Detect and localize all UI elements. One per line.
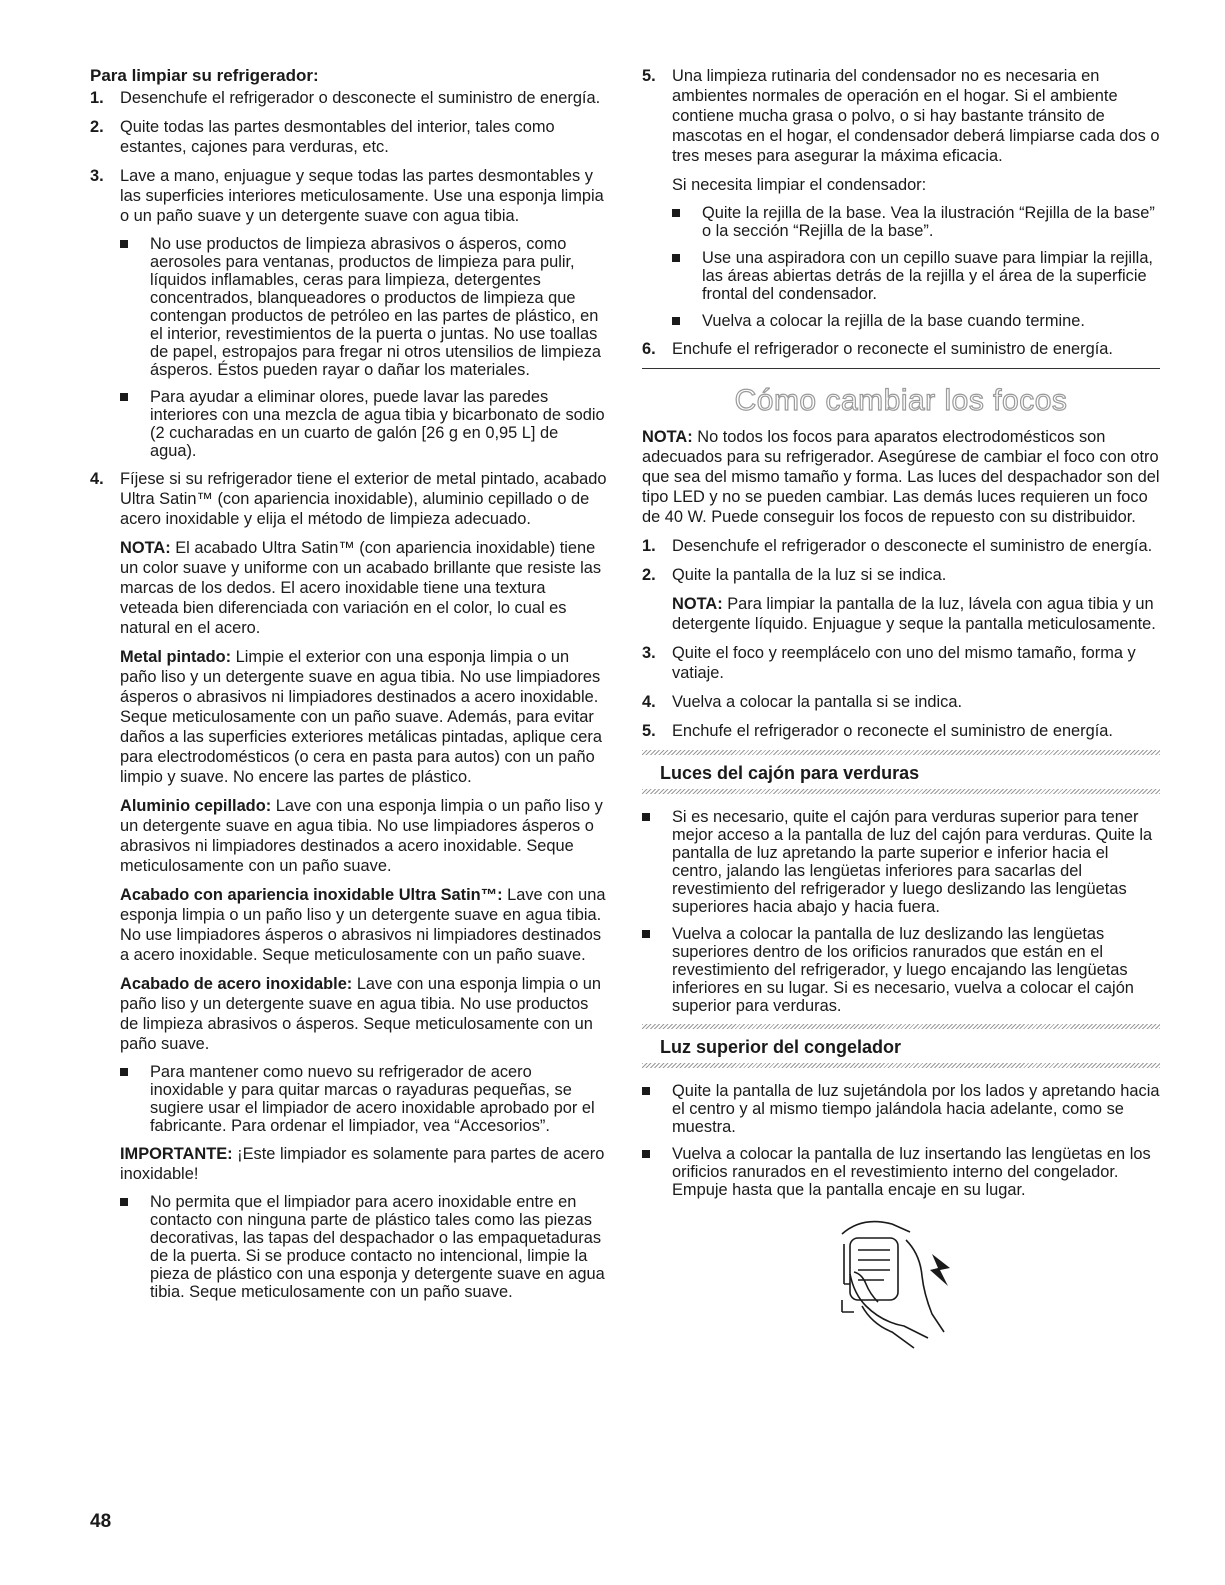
- item-number: 4.: [90, 470, 104, 488]
- nota-paragraph: [120, 538, 608, 638]
- ultra-text: Lave con una esponja limpia o un paño liso y un detergente suave en agua tibia. No use limpiadores ásperos o abrasivos ni limpiadores destinados a acero inoxidable. Seque meticulosamente con un paño suave.: [120, 886, 606, 964]
- bullet-text: No use productos de limpieza abrasivos o ásperos, como aerosoles para ventanas, productos de limpieza para pulir, líquidos inflamables, ceras para limpieza, detergentes concentrados, blanqueadores o productos de limpieza que contengan productos de petróleo en las partes de plástico, en el interior, revestimientos de la puerta o juntas. No use toallas de papel, estropajos para fregar ni otros utensilios de limpieza ásperos. Éstos pueden rayar o dañar los materiales.: [150, 235, 601, 379]
- hatch-divider: [642, 1063, 1160, 1068]
- item-number: 1.: [642, 537, 656, 555]
- nota-label: NOTA:: [642, 428, 693, 446]
- nota-label: NOTA:: [672, 595, 723, 613]
- cleaning-heading: Para limpiar su refrigerador:: [90, 66, 319, 85]
- list-item: [90, 469, 608, 1301]
- item-number: 2.: [642, 566, 656, 584]
- nota-label: NOTA:: [120, 539, 171, 557]
- list-item: [642, 643, 1160, 683]
- list-item: [642, 721, 1160, 741]
- list-item: [90, 88, 608, 108]
- subsection-header: [642, 1024, 1160, 1068]
- hatch-divider: [642, 789, 1160, 794]
- bullet-text: Vuelva a colocar la rejilla de la base cuando termine.: [702, 312, 1085, 330]
- bullet-square-icon: [642, 930, 650, 938]
- freezer-light-illustration: [832, 1214, 982, 1349]
- bullet-item: [642, 1082, 1160, 1136]
- item-text: Una limpieza rutinaria del condensador no es necesaria en ambientes normales de operación en el hogar. Si el ambiente contiene mucha grasa o polvo, o si hay bastante tránsito de mascotas en el hogar, el condensador deberá limpiarse cada dos o tres meses para asegurar la máxima eficacia.: [672, 67, 1160, 165]
- item-text: Vuelva a colocar la pantalla si se indica.: [672, 693, 963, 711]
- bullet-square-icon: [120, 1198, 128, 1206]
- bullet-item: [642, 925, 1160, 1015]
- bullet-square-icon: [120, 393, 128, 401]
- item-text: Desenchufe el refrigerador o desconecte el suministro de energía.: [672, 537, 1153, 555]
- item-number: 5.: [642, 67, 656, 85]
- list-item: [90, 117, 608, 157]
- item-text: Desenchufe el refrigerador o desconecte el suministro de energía.: [120, 89, 601, 107]
- bullet-square-icon: [672, 317, 680, 325]
- nota-text: Para limpiar la pantalla de la luz, lávela con agua tibia y un detergente líquido. Enjuague y seque la pantalla meticulosamente.: [672, 595, 1156, 633]
- subsection-title: Luces del cajón para verduras: [660, 763, 920, 783]
- bullet-text: No permita que el limpiador para acero inoxidable entre en contacto con ninguna parte de plástico tales como las piezas decorativas, las tapas del despachador o las empaquetaduras de la puerta. Si se produce contacto no intencional, limpie la pieza de plástico con una esponja y detergente suave en agua tibia. Seque meticulosamente con un paño suave.: [150, 1193, 605, 1301]
- bullet-square-icon: [642, 1150, 650, 1158]
- list-item: [642, 66, 1160, 330]
- bullet-text: Para ayudar a eliminar olores, puede lavar las paredes interiores con una mezcla de agua tibia y bicarbonato de sodio (2 cucharadas en un cuarto de galón [26 g en 0,95 L] de agua).: [150, 388, 605, 460]
- list-item: [90, 166, 608, 460]
- bullet-item: [672, 204, 1160, 240]
- bullet-text: Quite la rejilla de la base. Vea la ilustración “Rejilla de la base” o la sección “Rejilla de la base”.: [702, 204, 1155, 240]
- bullet-text: Para mantener como nuevo su refrigerador de acero inoxidable y para quitar marcas o rayaduras pequeñas, se sugiere usar el limpiador de acero inoxidable aprobado por el fabricante. Para ordenar el limpiador, vea “Accesorios”.: [150, 1063, 595, 1135]
- bullet-square-icon: [672, 209, 680, 217]
- bullet-square-icon: [120, 1068, 128, 1076]
- item-number: 5.: [642, 722, 656, 740]
- item-text: Enchufe el refrigerador o reconecte el suministro de energía.: [672, 340, 1113, 358]
- item-text: Lave a mano, enjuague y seque todas las partes desmontables y las superficies interiores meticulosamente. Use una esponja limpia o un paño suave y un detergente suave con agua tibia.: [120, 167, 604, 225]
- item-number: 3.: [90, 167, 104, 185]
- list-item: [642, 692, 1160, 712]
- bullet-square-icon: [672, 254, 680, 262]
- importante-text: ¡Este limpiador es solamente para partes de acero inoxidable!: [120, 1145, 605, 1183]
- bullet-item: [672, 249, 1160, 303]
- importante-label: IMPORTANTE:: [120, 1145, 233, 1163]
- bullet-item: [672, 312, 1160, 330]
- item-text: Quite la pantalla de la luz si se indica.: [672, 566, 947, 584]
- list-item: [642, 536, 1160, 556]
- item-text: Quite todas las partes desmontables del interior, tales como estantes, cajones para verduras, etc.: [120, 118, 555, 156]
- aluminio-paragraph: [120, 796, 608, 876]
- item-number: 4.: [642, 693, 656, 711]
- bullet-item: [120, 388, 608, 460]
- bullet-item: [642, 808, 1160, 916]
- subsection-title: Luz superior del congelador: [660, 1037, 902, 1057]
- aluminio-label: Aluminio cepillado:: [120, 797, 272, 815]
- metal-pintado-paragraph: [120, 647, 608, 787]
- nota-text: El acabado Ultra Satin™ (con apariencia inoxidable) tiene un color suave y uniforme con un acabado brillante que resiste las marcas de los dedos. El acero inoxidable tiene una textura veteada bien diferenciada con variación en el color, lo cual es natural en el acero.: [120, 539, 602, 637]
- metal-label: Metal pintado:: [120, 648, 232, 666]
- bullet-item: [120, 235, 608, 379]
- item-number: 1.: [90, 89, 104, 107]
- arrow-icon: [930, 1254, 950, 1286]
- item-text: Quite el foco y reemplácelo con uno del mismo tamaño, forma y vatiaje.: [672, 644, 1136, 682]
- bullet-square-icon: [642, 813, 650, 821]
- bullet-text: Quite la pantalla de luz sujetándola por los lados y apretando hacia el centro y al mismo tiempo jalándola hacia adelante, como se muestra.: [672, 1082, 1160, 1136]
- bullet-item: [120, 1063, 608, 1135]
- item-text: Enchufe el refrigerador o reconecte el suministro de energía.: [672, 722, 1113, 740]
- condensador-intro: Si necesita limpiar el condensador:: [672, 176, 927, 194]
- bullet-text: Si es necesario, quite el cajón para verduras superior para tener mejor acceso a la pantalla de luz del cajón para verduras. Quite la pantalla de luz apretando la parte superior e inferior hacia el centro, jalando las lengüetas inferiores para sacarlas del revestimiento del refrigerador y luego deslizando las lengüetas superiores hacia abajo y hacia fuera.: [672, 808, 1153, 916]
- bullet-text: Vuelva a colocar la pantalla de luz insertando las lengüetas en los orificios ranurados en el revestimiento interno del congelador. Empuje hasta que la pantalla encaje en su lugar.: [672, 1145, 1151, 1199]
- nota-paragraph: [672, 594, 1160, 634]
- bullet-text: Use una aspiradora con un cepillo suave para limpiar la rejilla, las áreas abiertas detrás de la rejilla y el área de la superficie frontal del condensador.: [702, 249, 1153, 303]
- acero-label: Acabado de acero inoxidable:: [120, 975, 353, 993]
- metal-text: Limpie el exterior con una esponja limpia o un paño liso y un detergente suave en agua tibia. No use limpiadores ásperos o abrasivos ni limpiadores destinados a acero inoxidable. Seque meticulosamente con un paño suave. Además, para evitar daños a las superficies exteriores metálicas pintadas, aplique cera para electrodomésticos (o cera en pasta para autos) con un paño limpio y suave. No encere las partes de plástico.: [120, 648, 602, 786]
- aluminio-text: Lave con una esponja limpia o un paño liso y un detergente suave en agua tibia. No use limpiadores ásperos o abrasivos ni limpiadores destinados a acero inoxidable. Seque meticulosamente con un paño suave.: [120, 797, 603, 875]
- bullet-item: [642, 1145, 1160, 1199]
- ultra-satin-paragraph: [120, 885, 608, 965]
- page-number: 48: [90, 1511, 112, 1532]
- section-divider: [642, 368, 1160, 369]
- bullet-square-icon: [120, 240, 128, 248]
- item-number: 2.: [90, 118, 104, 136]
- bullet-text: Vuelva a colocar la pantalla de luz deslizando las lengüetas superiores dentro de los orificios ranurados que están en el revestimiento del refrigerador, y luego encajando las lengüetas inferiores en su lugar. Si es necesario, vuelva a colocar el cajón superior para verduras.: [672, 925, 1134, 1015]
- item-text: Fíjese si su refrigerador tiene el exterior de metal pintado, acabado Ultra Satin™ (con apariencia inoxidable), aluminio cepillado o de acero inoxidable y elija el método de limpieza adecuado.: [120, 470, 607, 528]
- bullet-item: [120, 1193, 608, 1301]
- item-number: 3.: [642, 644, 656, 662]
- subsection-header: [642, 750, 1160, 794]
- section-title: Cómo cambiar los focos: [734, 384, 1068, 417]
- importante-paragraph: [120, 1144, 608, 1184]
- acero-paragraph: [120, 974, 608, 1054]
- nota-paragraph: [642, 427, 1160, 527]
- bullet-square-icon: [642, 1087, 650, 1095]
- right-column: [642, 66, 1160, 1354]
- list-item: [642, 339, 1160, 359]
- ultra-label: Acabado con apariencia inoxidable Ultra Satin™:: [120, 886, 503, 904]
- item-number: 6.: [642, 340, 656, 358]
- left-column: [90, 66, 608, 1310]
- list-item: [642, 565, 1160, 634]
- nota-text: No todos los focos para aparatos electrodomésticos son adecuados para su refrigerador. Asegúrese de cambiar el foco con otro que sea del mismo tamaño y forma. Las luces del despachador son del tipo LED y no se pueden cambiar. Las demás luces requieren un foco de 40 W. Puede conseguir los focos de repuesto con su distribuidor.: [642, 428, 1160, 526]
- acero-text: Lave con una esponja limpia o un paño liso y un detergente suave en agua tibia. No use productos de limpieza abrasivos o ásperos. Seque meticulosamente con un paño suave.: [120, 975, 602, 1053]
